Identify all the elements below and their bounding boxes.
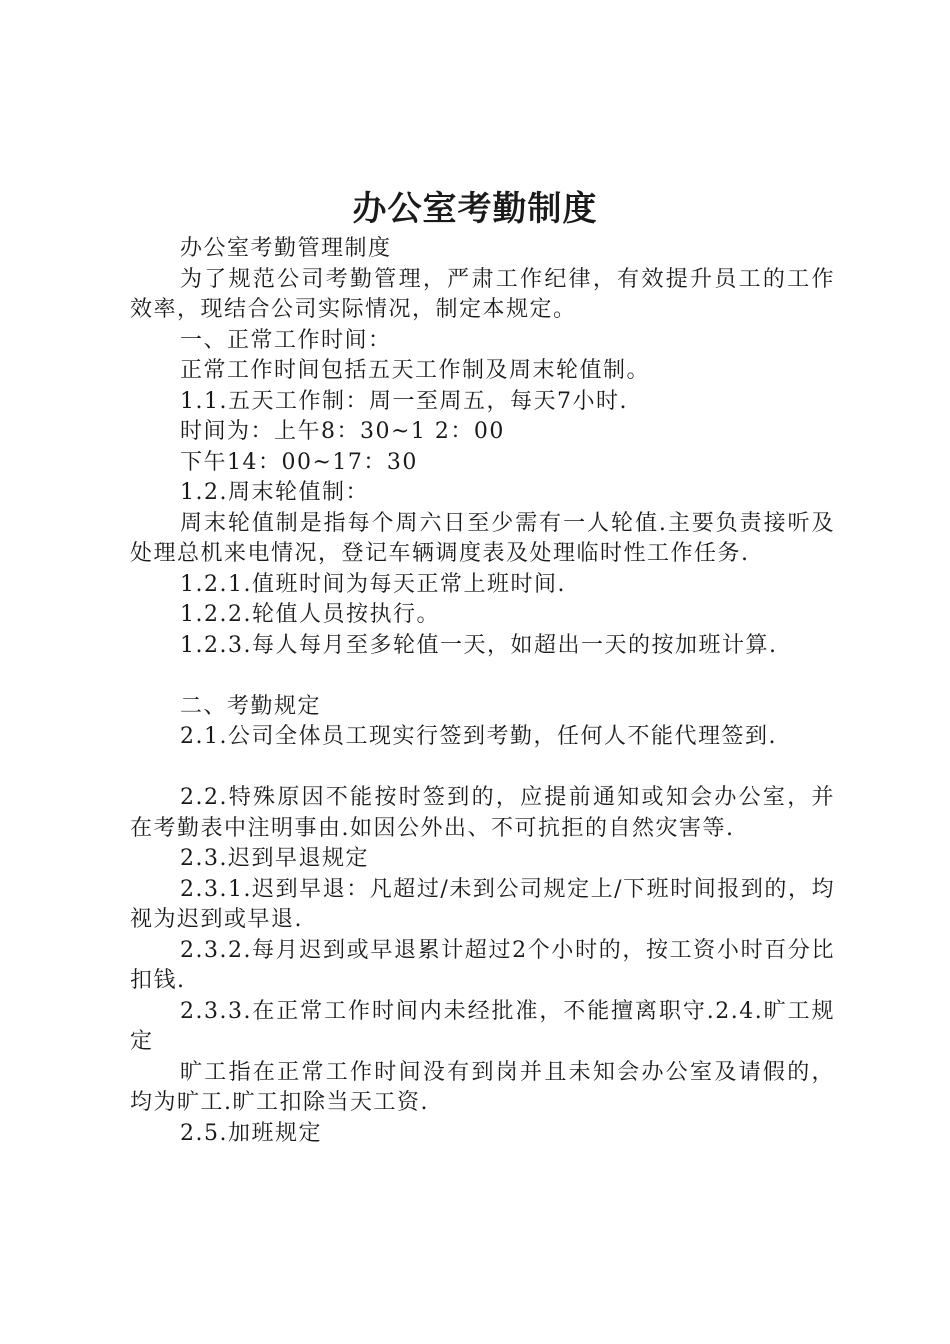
paragraph-subtitle: 办公室考勤管理制度 [180,236,392,261]
paragraph: 周末轮值制是指每个周六日至少需有一人轮值.主要负责接听及处理总机来电情况，登记车辆调度表及处理临时性工作任务. [130,510,835,566]
paragraph: 2.3.3.在正常工作时间内未经批准，不能擅离职守.2.4.旷工规定 [130,998,835,1054]
paragraph-intro: 为了规范公司考勤管理，严肃工作纪律，有效提升员工的工作效率，现结合公司实际情况，制定本规定。 [130,266,835,322]
paragraph: 1.1.五天工作制：周一至周五，每天7小时. [180,388,628,414]
section-heading-2: 二、考勤规定 [180,693,322,719]
paragraph: 2.3.2.每月迟到或早退累计超过2个小时的，按工资小时百分比扣钱. [130,937,835,993]
paragraph: 1.2.1.值班时间为每天正常上班时间. [180,571,566,597]
paragraph: 1.2.3.每人每月至多轮值一天，如超出一天的按加班计算. [180,632,778,658]
paragraph: 正常工作时间包括五天工作制及周末轮值制。 [180,358,651,383]
paragraph: 1.2.周末轮值制： [180,480,369,505]
paragraph: 2.2.特殊原因不能按时签到的，应提前通知或知会办公室，并在考勤表中注明事由.如因公外出、不可抗拒的自然灾害等. [130,785,835,841]
document-body [130,234,835,1149]
document-title: 办公室考勤制度 [352,189,598,229]
paragraph: 时间为：上午8：30~1 2：00 [180,419,505,444]
blank-line [130,661,835,692]
paragraph: 2.1.公司全体员工现实行签到考勤，任何人不能代理签到. [180,724,777,749]
paragraph: 下午14：00~17：30 [180,449,418,475]
section-heading-1: 一、正常工作时间： [180,327,392,353]
paragraph: 1.2.2.轮值人员按执行。 [180,602,440,627]
blank-line [130,753,835,784]
paragraph: 2.3.迟到早退规定 [180,846,369,871]
paragraph: 2.3.1.迟到早退：凡超过/未到公司规定上/下班时间报到的，均视为迟到或早退. [130,876,835,932]
paragraph: 2.5.加班规定 [180,1120,322,1146]
paragraph: 旷工指在正常工作时间没有到岗并且未知会办公室及请假的，均为旷工.旷工扣除当天工资. [130,1059,835,1115]
